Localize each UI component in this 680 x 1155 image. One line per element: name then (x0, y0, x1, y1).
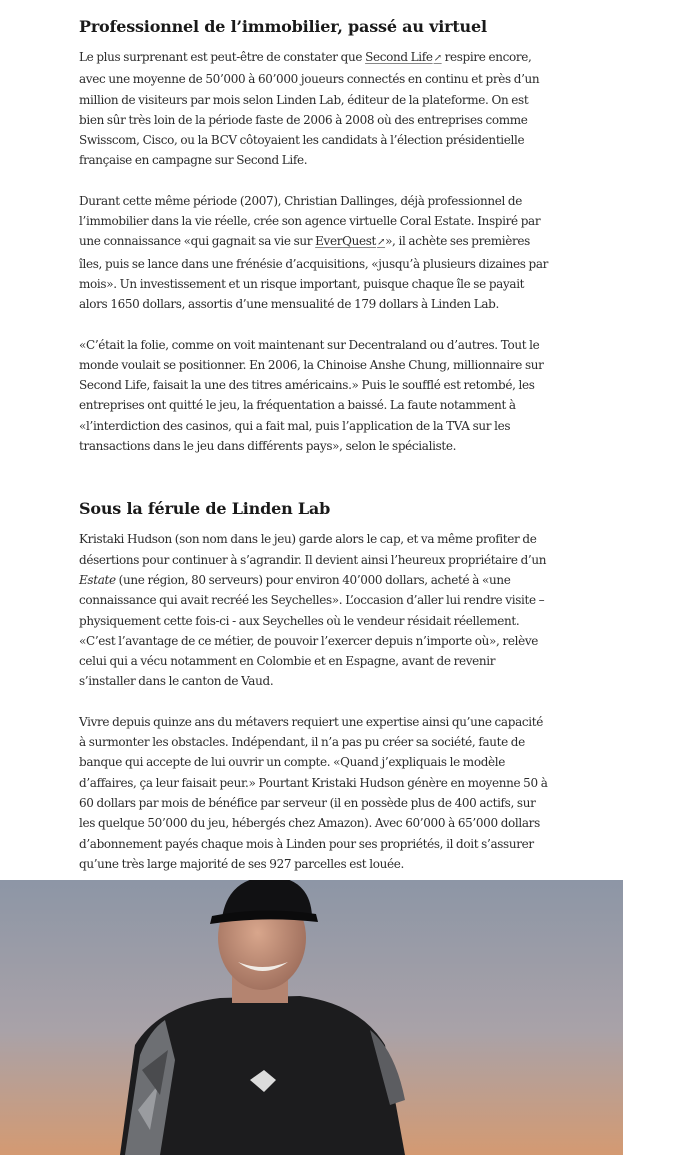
everquest-link[interactable]: EverQuest↗ (315, 234, 386, 249)
section-heading-2: Sous la férule de Linden Lab (79, 499, 331, 519)
external-link-icon: ↗ (377, 237, 386, 249)
paragraph-4: Kristaki Hudson (son nom dans le jeu) garde alors le cap, et va même profiter de désertions pour continuer à s’agrandir. Il devient ainsi l’heureux propriétaire d’un Estate (une région, 80 serveurs) pour environ 40’000 dollars, acheté à «une connaissance qui avait recréé les Seychelles». L’occasion d’aller lui rendre visite – physiquement cette fois-ci - aux Seychelles où le vendeur résidait réellement. «C’est l’avantage de ce métier, de pouvoir l’exercer depuis n’importe où», relève celui qui a vécu notamment en Colombie et en Espagne, avant de revenir s’installer dans le canton de Vaud. (79, 532, 547, 689)
paragraph-2: Durant cette même période (2007), Christian Dallinges, déjà professionnel de l’immobilier dans la vie réelle, crée son agence virtuelle Coral Estate. Inspiré par une connaissance «qui gagnait sa vie sur EverQuest↗», il achète ses premières îles, puis se lance dans une frénésie d’acquisitions, «jusqu’à plusieurs dizaines par mois». Un investissement et un risque important, puisque chaque île se payait alors 1650 dollars, assortis d’une mensualité de 179 dollars à Linden Lab. (79, 193, 549, 312)
article-body (79, 16, 549, 894)
section-heading-1: Professionnel de l’immobilier, passé au virtuel (79, 17, 487, 36)
paragraph-3: «C’était la folie, comme on voit maintenant sur Decentraland ou d’autres. Tout le monde voulait se positionner. En 2006, la Chinoise Anshe Chung, millionnaire sur Second Life, faisait la une des titres américains.» Puis le soufflé est retombé, les entreprises ont quitté le jeu, la fréquentation a baissé. La faute notamment à «l’interdiction des casinos, qui a fait mal, puis l’application de la TVA sur les transactions dans le jeu dans différents pays», selon le spécialiste. (79, 337, 544, 454)
article-photo (0, 880, 623, 1155)
second-life-link[interactable]: Second Life↗ (365, 50, 442, 64)
paragraph-5: Vivre depuis quinze ans du métavers requiert une expertise ainsi qu’une capacité à surmonter les obstacles. Indépendant, il n’a pas pu créer sa société, faute de banque qui accepte de lui ouvrir un compte. «Quand j’expliquais le modèle d’affaires, ça leur faisait peur.» Pourtant Kristaki Hudson génère en moyenne 50 à 60 dollars par mois de bénéfice par serveur (il en possède plus de 400 actifs, sur les quelque 50’000 du jeu, hébergés chez Amazon). Avec 60’000 à 65’000 dollars d’abonnement payés chaque mois à Linden pour ses propriétés, il doit s’assurer qu’une très large majorité de ses 927 parcelles est louée. (79, 714, 548, 871)
external-link-icon: ↗ (433, 53, 442, 64)
paragraph-1: Le plus surprenant est peut-être de constater que Second Life↗ respire encore, avec une moyenne de 50’000 à 60’000 joueurs connectés en continu et près d’un million de visiteurs par mois selon Linden Lab, éditeur de la plateforme. On est bien sûr très loin de la période faste de 2006 à 2008 où des entreprises comme Swisscom, Cisco, ou la BCV côtoyaient les candidats à l’élection présidentielle française en campagne sur Second Life. (79, 50, 540, 168)
